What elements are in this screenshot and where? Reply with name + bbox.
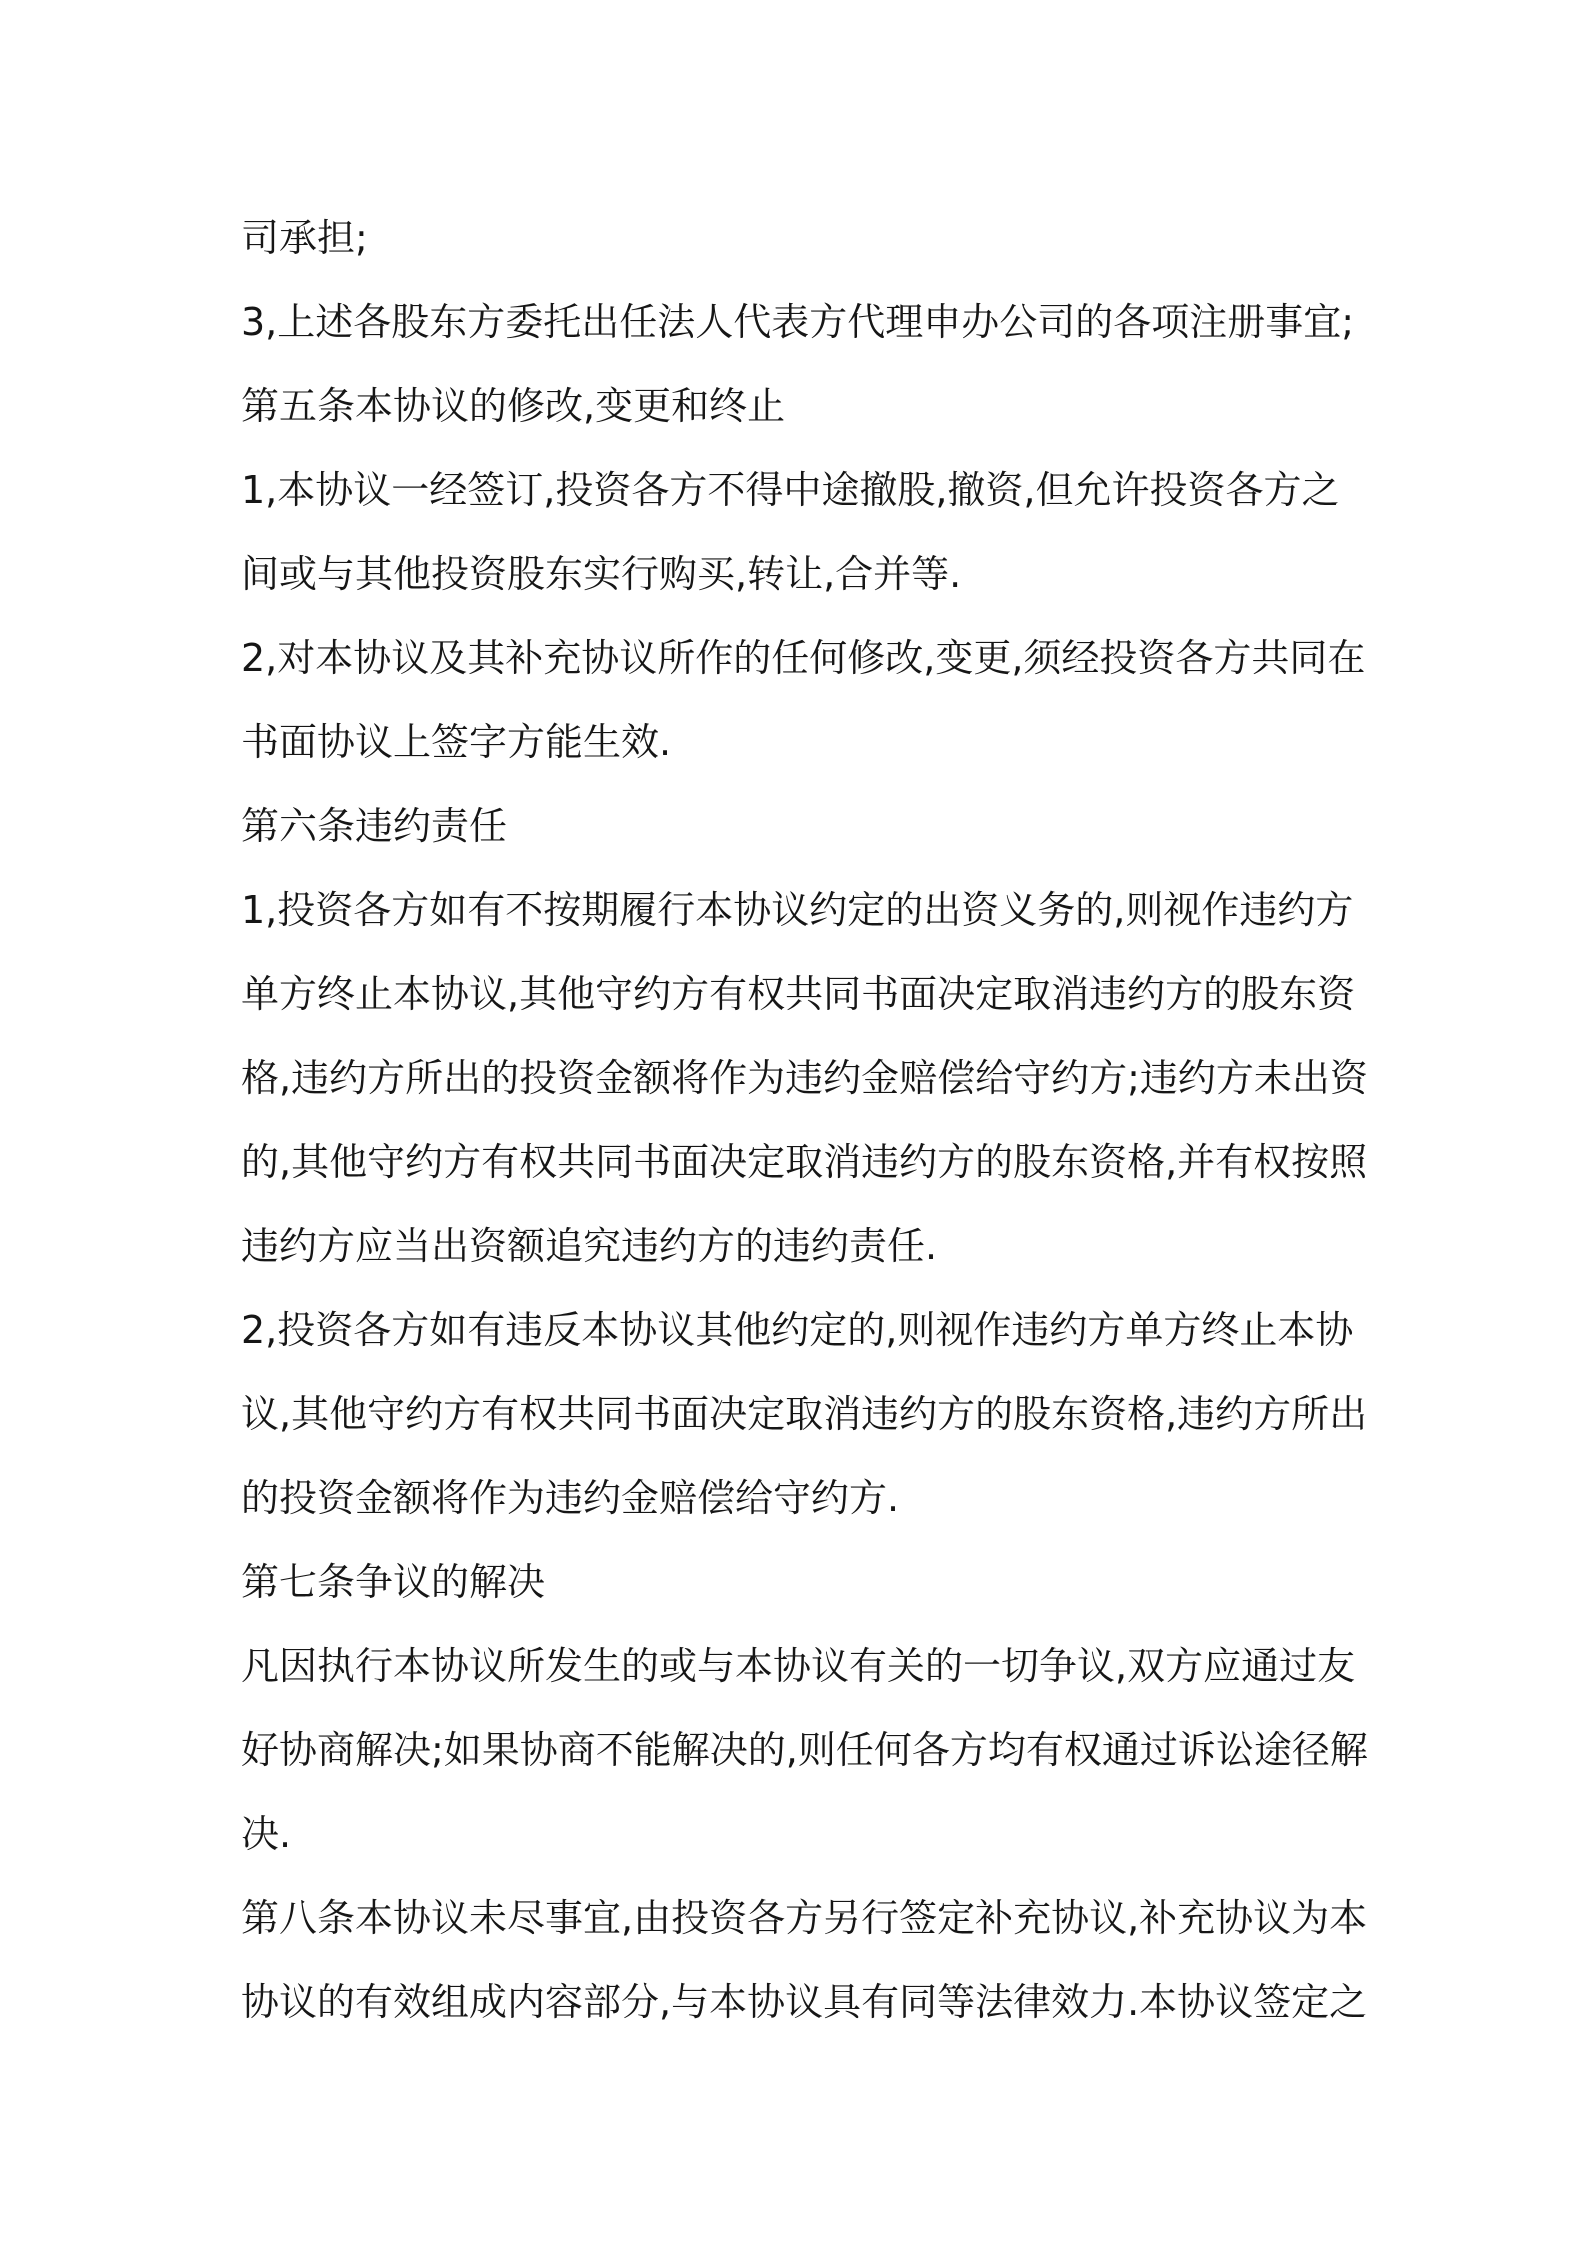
text-line: 好协商解决;如果协商不能解决的,则任何各方均有权通过诉讼途径解 — [241, 1728, 1368, 1772]
text-line: 2,对本协议及其补充协议所作的任何修改,变更,须经投资各方共同在 — [241, 636, 1366, 680]
text-line: 决. — [241, 1812, 292, 1856]
text-line: 格,违约方所出的投资金额将作为违约金赔偿给守约方;违约方未出资 — [241, 1056, 1368, 1100]
text-line: 1,本协议一经签订,投资各方不得中途撤股,撤资,但允许投资各方之 — [241, 468, 1340, 512]
text-line: 单方终止本协议,其他守约方有权共同书面决定取消违约方的股东资 — [241, 972, 1356, 1016]
text-line: 凡因执行本协议所发生的或与本协议有关的一切争议,双方应通过友 — [241, 1644, 1356, 1688]
text-line: 议,其他守约方有权共同书面决定取消违约方的股东资格,违约方所出 — [241, 1392, 1368, 1436]
text-line: 协议的有效组成内容部分,与本协议具有同等法律效力.本协议签定之 — [241, 1980, 1368, 2024]
text-line: 的,其他守约方有权共同书面决定取消违约方的股东资格,并有权按照 — [241, 1140, 1368, 1184]
text-line: 3,上述各股东方委托出任法人代表方代理申办公司的各项注册事宜; — [241, 300, 1355, 344]
text-line: 违约方应当出资额追究违约方的违约责任. — [241, 1224, 938, 1268]
document-body — [241, 196, 1368, 2044]
text-line: 司承担; — [241, 216, 368, 260]
text-line: 间或与其他投资股东实行购买,转让,合并等. — [241, 552, 962, 596]
text-line: 书面协议上签字方能生效. — [241, 720, 672, 764]
text-line: 的投资金额将作为违约金赔偿给守约方. — [241, 1476, 900, 1520]
text-line: 第八条本协议未尽事宜,由投资各方另行签定补充协议,补充协议为本 — [241, 1896, 1368, 1940]
text-line: 1,投资各方如有不按期履行本协议约定的出资义务的,则视作违约方 — [241, 888, 1354, 932]
section-heading-article-7: 第七条争议的解决 — [241, 1560, 546, 1604]
section-heading-article-6: 第六条违约责任 — [241, 804, 508, 848]
section-heading-article-5: 第五条本协议的修改,变更和终止 — [241, 384, 786, 428]
text-line: 2,投资各方如有违反本协议其他约定的,则视作违约方单方终止本协 — [241, 1308, 1354, 1352]
